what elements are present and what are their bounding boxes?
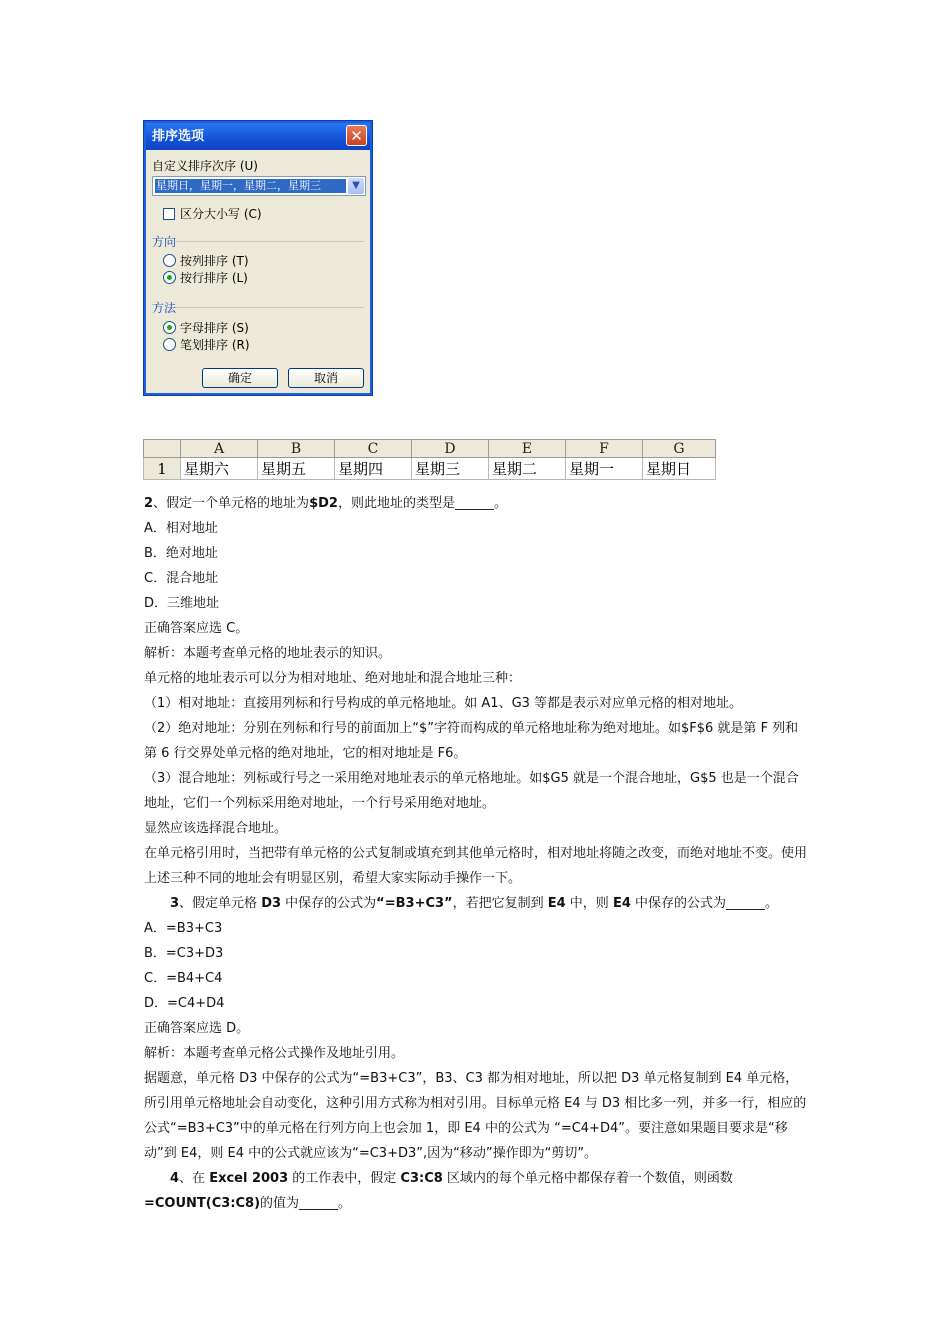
ok-button[interactable]: 确定 [202, 368, 278, 388]
q2-analysis-line: （3）混合地址：列标或行号之一采用绝对地址表示的单元格地址。如$G5 就是一个混合地址，G$5 也是一个混合地址，它们一个列标采用绝对地址，一个行号采用绝对地址。 [144, 771, 799, 811]
q3-analysis-title: 解析：本题考查单元格公式操作及地址引用。 [144, 1046, 405, 1061]
q2-number: 2 [144, 496, 154, 511]
close-icon[interactable]: ✕ [346, 125, 367, 146]
q3-text-a: 、假定单元格 [179, 896, 262, 911]
sheet-cell[interactable]: 星期五 [258, 458, 335, 480]
q3-text-e: 中保存的公式为______。 [630, 896, 779, 911]
q2-analysis-line: 解析：本题考查单元格的地址表示的知识。 [144, 646, 392, 661]
question-3 [144, 891, 808, 916]
q2-text-a: 、假定一个单元格的地址为 [153, 496, 310, 511]
sheet-cell[interactable]: 星期一 [566, 458, 643, 480]
sheet-cell[interactable]: 星期二 [489, 458, 566, 480]
sort-options-dialog [143, 120, 373, 396]
column-header[interactable]: C [335, 440, 412, 458]
direction-group-label: 方向 [152, 235, 177, 249]
q3-number: 3 [170, 896, 180, 911]
q2-analysis-line: （1）相对地址：直接用列标和行号构成的单元格地址。如 A1、G3 等都是表示对应单元格的相对地址。 [144, 696, 743, 711]
q2-option: B．绝对地址 [144, 546, 218, 561]
custom-order-select[interactable] [152, 176, 366, 196]
q4-number: 4 [170, 1171, 180, 1186]
question-4 [144, 1166, 808, 1216]
q4-excel: Excel 2003 [209, 1171, 289, 1186]
q2-option: C．混合地址 [144, 571, 219, 586]
spreadsheet-strip [143, 439, 716, 480]
custom-order-value: 星期日，星期一，星期二，星期三 [155, 179, 346, 193]
q3-cell-e4-second: E4 [612, 896, 631, 911]
chevron-down-icon[interactable]: ▼ [348, 178, 364, 194]
q3-text-c: ，若把它复制到 [452, 896, 548, 911]
by-row-label: 按行排序 (L) [180, 271, 248, 285]
q3-formula: “=B3+C3” [376, 896, 453, 911]
case-sensitive-checkbox[interactable] [163, 208, 175, 220]
by-row-radio[interactable] [163, 271, 176, 284]
question-2 [144, 491, 808, 516]
q3-option: D．=C4+D4 [144, 996, 225, 1011]
q3-option: A．=B3+C3 [144, 921, 223, 936]
by-column-radio[interactable] [163, 254, 176, 267]
custom-order-label: 自定义排序次序 (U) [152, 159, 258, 173]
sheet-cell[interactable]: 星期四 [335, 458, 412, 480]
column-header[interactable]: D [412, 440, 489, 458]
by-stroke-radio[interactable] [163, 338, 176, 351]
q3-cell-d3: D3 [261, 896, 282, 911]
q4-range: C3:C8 [400, 1171, 443, 1186]
by-letter-label: 字母排序 (S) [180, 321, 249, 335]
method-group-label: 方法 [152, 301, 177, 315]
column-header[interactable]: A [181, 440, 258, 458]
q2-address: $D2 [309, 496, 338, 511]
q4-text-a: 、在 [179, 1171, 210, 1186]
q4-text-b: 的工作表中，假定 [288, 1171, 401, 1186]
q4-text-d: 的值为______。 [260, 1196, 352, 1211]
direction-divider [176, 241, 364, 242]
q2-analysis-line: 显然应该选择混合地址。 [144, 821, 288, 836]
q3-answer: 正确答案应选 D。 [144, 1021, 250, 1036]
column-header[interactable]: B [258, 440, 335, 458]
q3-cell-e4: E4 [547, 896, 566, 911]
by-stroke-label: 笔划排序 (R) [180, 338, 250, 352]
q2-answer: 正确答案应选 C。 [144, 621, 249, 636]
q3-text-d: 中，则 [565, 896, 613, 911]
q3-option: C．=B4+C4 [144, 971, 223, 986]
sheet-cell[interactable]: 星期日 [643, 458, 716, 480]
q2-option: A．相对地址 [144, 521, 218, 536]
cancel-button[interactable]: 取消 [288, 368, 364, 388]
q2-option: D．三维地址 [144, 596, 220, 611]
row-header[interactable]: 1 [144, 458, 181, 480]
q2-text-b: ，则此地址的类型是______。 [337, 496, 507, 511]
corner-cell[interactable] [144, 440, 181, 458]
q4-text-c: 区域内的每个单元格中都保存着一个数值，则函数 [442, 1171, 733, 1186]
dialog-title: 排序选项 [146, 123, 370, 150]
column-header[interactable]: F [566, 440, 643, 458]
q2-analysis-line: 在单元格引用时，当把带有单元格的公式复制或填充到其他单元格时，相对地址将随之改变，而绝对地址不变。使用上述三种不同的地址会有明显区别，希望大家实际动手操作一下。 [144, 846, 808, 886]
column-header[interactable]: G [643, 440, 716, 458]
sheet-cell[interactable]: 星期三 [412, 458, 489, 480]
q3-text-b: 中保存的公式为 [281, 896, 377, 911]
question-content [144, 491, 808, 1216]
q2-analysis-line: （2）绝对地址：分别在列标和行号的前面加上“$”字符而构成的单元格地址称为绝对地址。如$F$6 就是第 F 列和第 6 行交界处单元格的绝对地址，它的相对地址是 F6。 [144, 721, 799, 761]
q3-analysis: 据题意，单元格 D3 中保存的公式为“=B3+C3”，B3、C3 都为相对地址，所以把 D3 单元格复制到 E4 单元格，所引用单元格地址会自动变化，这种引用方式称为相对引用。目标单元格 E4 与 D3 相比多一列，并多一行，相应的公式“=B3+C3”中的单元格在行列方向上也会加 1，即 E4 中的公式为 “=C4+D4”。要注意如果题目要求是“移动”到 E4，则 E4 中的公式就应该为“=C3+D3”,因为“移动”操作即为“剪切”。 [144, 1071, 807, 1161]
method-divider [176, 307, 364, 308]
by-letter-radio[interactable] [163, 321, 176, 334]
case-sensitive-label: 区分大小写 (C) [180, 207, 262, 221]
column-header[interactable]: E [489, 440, 566, 458]
q2-analysis-line: 单元格的地址表示可以分为相对地址、绝对地址和混合地址三种： [144, 671, 522, 686]
q3-option: B．=C3+D3 [144, 946, 224, 961]
by-column-label: 按列排序 (T) [180, 254, 249, 268]
q4-function: =COUNT(C3:C8) [144, 1196, 261, 1211]
sheet-cell[interactable]: 星期六 [181, 458, 258, 480]
